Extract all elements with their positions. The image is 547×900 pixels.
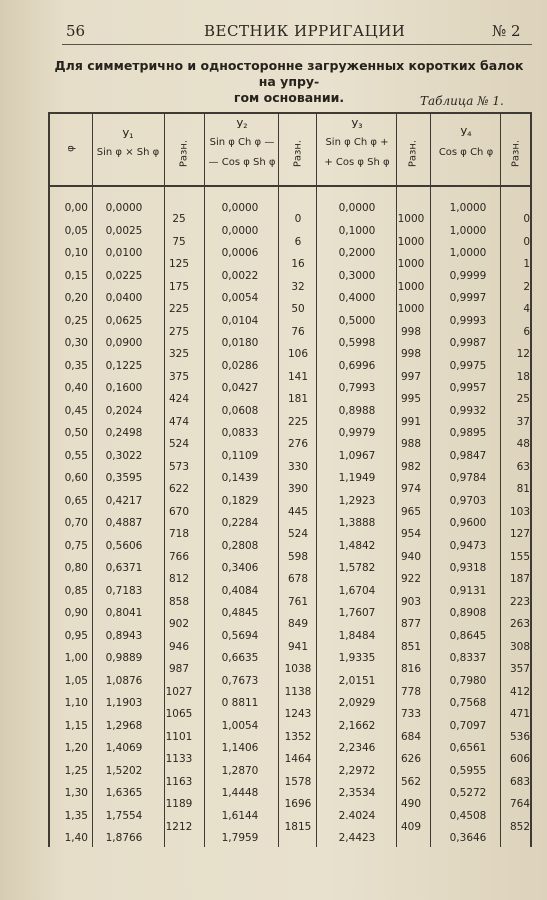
cell-y1: 1,4069 — [105, 742, 143, 754]
col-header-diff-3: Разн. — [407, 139, 419, 168]
cell-diff-d1: 946 — [168, 640, 190, 653]
cell-y4: 1,0000 — [449, 224, 487, 237]
cell-diff-d1: 573 — [168, 460, 190, 473]
cell-diff-d2: 524 — [287, 528, 309, 541]
cell-diff-d1: 375 — [168, 370, 190, 383]
cell-y1: 0,3022 — [105, 449, 143, 462]
cell-y2: 0,0054 — [221, 292, 259, 304]
cell-diff-d4: 606 — [509, 753, 530, 766]
col-header-y2-formula-2: — Cos φ Sh φ — [208, 157, 276, 168]
cell-diff-d1: 325 — [168, 348, 190, 361]
cell-phi: 0,85 — [64, 584, 88, 597]
cell-y1: 0,0025 — [105, 224, 143, 237]
cell-y2: 0,1829 — [221, 494, 259, 507]
cell-diff-d1: 858 — [168, 595, 190, 608]
cell-y3: 2,0151 — [338, 674, 376, 687]
cell-y1: 0,7183 — [105, 584, 143, 597]
cell-diff-d4: 412 — [509, 685, 530, 698]
cell-y2: 0,0006 — [221, 247, 259, 259]
cell-diff-d4: 4 — [523, 303, 530, 316]
cell-y1: 0,1225 — [105, 359, 143, 372]
cell-y2: 0,0180 — [221, 337, 259, 349]
cell-diff-d4: 0 — [523, 235, 530, 248]
cell-diff-d4: 223 — [509, 595, 530, 608]
cell-diff-d3: 409 — [400, 820, 422, 833]
cell-y4: 0,9997 — [449, 292, 487, 304]
cell-y4: 0,9473 — [449, 539, 487, 552]
cell-y2: 0,0022 — [221, 269, 259, 282]
cell-phi: 0,35 — [64, 359, 88, 372]
cell-y3: 1,7607 — [338, 607, 376, 619]
cell-diff-d4: 18 — [516, 370, 530, 383]
cell-diff-d3: 998 — [400, 325, 422, 338]
cell-phi: 1,15 — [64, 719, 88, 732]
cell-diff-d3: 626 — [400, 753, 422, 766]
table-right-border — [530, 112, 532, 847]
cell-diff-d2: 598 — [287, 550, 309, 563]
cell-diff-d3: 965 — [400, 505, 422, 518]
cell-diff-d3: 562 — [400, 775, 422, 788]
cell-y3: 1,9335 — [338, 652, 376, 664]
cell-y1: 0,2024 — [105, 404, 143, 417]
cell-diff-d2: 1243 — [284, 708, 312, 721]
cell-diff-d4: 63 — [516, 460, 530, 473]
cell-diff-d4: 48 — [516, 438, 530, 451]
cell-diff-d3: 1000 — [397, 235, 425, 248]
cell-y3: 0,5998 — [338, 337, 376, 349]
cell-y1: 0,0225 — [105, 269, 143, 282]
cell-diff-d4: 25 — [516, 393, 530, 406]
cell-y3: 2,2346 — [338, 742, 376, 754]
cell-y2: 0,4845 — [221, 607, 259, 619]
cell-diff-d1: 1101 — [165, 730, 193, 743]
cell-y2: 0,0286 — [221, 359, 259, 372]
cell-y3: 0,5000 — [338, 314, 376, 327]
cell-diff-d4: 764 — [509, 798, 530, 811]
cell-phi: 0,05 — [64, 224, 88, 237]
cell-diff-d3: 903 — [400, 595, 422, 608]
cell-y4: 0,9847 — [449, 449, 487, 462]
cell-y3: 2,1662 — [338, 719, 376, 732]
cell-diff-d1: 812 — [168, 573, 190, 586]
cell-y1: 0,0400 — [105, 292, 143, 304]
cell-phi: 0,00 — [64, 202, 88, 214]
cell-y3: 1,4842 — [338, 539, 376, 552]
cell-diff-d2: 941 — [287, 640, 309, 653]
cell-y1: 0,6371 — [105, 562, 143, 574]
cell-diff-d1: 1133 — [165, 753, 193, 766]
cell-phi: 1,30 — [64, 787, 88, 799]
cell-diff-d2: 445 — [287, 505, 309, 518]
cell-diff-d2: 106 — [287, 348, 309, 361]
cell-y1: 0,0000 — [105, 202, 143, 214]
cell-diff-d1: 1027 — [165, 685, 193, 698]
cell-diff-d1: 902 — [168, 618, 190, 631]
cell-y2: 1,2870 — [221, 764, 259, 777]
cell-phi: 1,10 — [64, 697, 88, 709]
cell-diff-d1: 718 — [168, 528, 190, 541]
cell-y1: 0,8041 — [105, 607, 143, 619]
cell-diff-d2: 225 — [287, 415, 309, 428]
cell-diff-d4: 103 — [509, 505, 530, 518]
col-header-y4-formula: Cos φ Ch φ — [438, 147, 494, 158]
cell-y4: 0,9987 — [449, 337, 487, 349]
cell-diff-d3: 816 — [400, 663, 422, 676]
cell-y1: 1,6365 — [105, 787, 143, 799]
cell-diff-d3: 851 — [400, 640, 422, 653]
col-rule — [316, 112, 317, 847]
cell-diff-d4: 187 — [509, 573, 530, 586]
cell-y1: 0,4887 — [105, 517, 143, 529]
cell-diff-d1: 524 — [168, 438, 190, 451]
cell-y4: 0,9957 — [449, 382, 487, 394]
cell-diff-d3: 684 — [400, 730, 422, 743]
cell-y2: 0,0000 — [221, 224, 259, 237]
caption-line-1: Для симметрично и односторонне загруженных коротких балок на упру- — [54, 58, 524, 89]
cell-phi: 0,15 — [64, 269, 88, 282]
cell-y2: 0,1439 — [221, 472, 259, 484]
cell-y1: 0,3595 — [105, 472, 143, 484]
cell-diff-d4: 536 — [509, 730, 530, 743]
cell-y4: 0,6561 — [449, 742, 487, 754]
cell-y3: 0,0000 — [338, 202, 376, 214]
col-rule — [92, 112, 93, 847]
cell-y4: 0,9975 — [449, 359, 487, 372]
cell-y3: 2,4423 — [338, 832, 376, 844]
cell-phi: 0,60 — [64, 472, 88, 484]
col-header-y2-formula-1: Sin φ Ch φ — — [209, 137, 275, 148]
col-header-y1: У₁ — [122, 128, 134, 141]
cell-diff-d2: 1038 — [284, 663, 312, 676]
table-header-border — [48, 185, 531, 187]
cell-diff-d3: 954 — [400, 528, 422, 541]
cell-diff-d3: 995 — [400, 393, 422, 406]
cell-phi: 0,75 — [64, 539, 88, 552]
cell-phi: 0,90 — [64, 607, 88, 619]
cell-y3: 0,8988 — [338, 404, 376, 417]
cell-y2: 0,0104 — [221, 314, 259, 327]
cell-phi: 1,05 — [64, 674, 88, 687]
cell-y3: 0,9979 — [338, 427, 376, 439]
cell-diff-d1: 175 — [168, 280, 190, 293]
table-label: Таблица № 1. — [420, 94, 504, 108]
cell-y2: 0,1109 — [221, 449, 259, 462]
cell-diff-d4: 1 — [523, 258, 530, 271]
cell-diff-d2: 1352 — [284, 730, 312, 743]
cell-phi: 0,45 — [64, 404, 88, 417]
cell-y1: 0,5606 — [105, 539, 143, 552]
col-header-diff-4: Разн. — [510, 139, 522, 168]
cell-y1: 0,0625 — [105, 314, 143, 327]
cell-y3: 2,3534 — [338, 787, 376, 799]
col-header-y3-formula-1: Sin φ Ch φ + — [325, 137, 389, 148]
cell-y3: 1,1949 — [338, 472, 376, 484]
cell-diff-d2: 761 — [287, 595, 309, 608]
col-rule — [430, 112, 431, 847]
cell-y3: 2,2972 — [338, 764, 376, 777]
cell-y3: 0,7993 — [338, 382, 376, 394]
cell-y2: 0,5694 — [221, 629, 259, 642]
cell-diff-d2: 390 — [287, 483, 309, 496]
cell-y1: 1,7554 — [105, 809, 143, 822]
issue-number: № 2 — [492, 22, 521, 40]
cell-diff-d1: 622 — [168, 483, 190, 496]
cell-phi: 1,00 — [64, 652, 88, 664]
cell-diff-d1: 1065 — [165, 708, 193, 721]
cell-diff-d3: 1000 — [397, 258, 425, 271]
cell-diff-d4: 357 — [509, 663, 530, 676]
cell-y3: 1,3888 — [338, 517, 376, 529]
cell-diff-d4: 6 — [523, 325, 530, 338]
cell-y4: 0,9993 — [449, 314, 487, 327]
cell-diff-d2: 330 — [287, 460, 309, 473]
cell-diff-d2: 1815 — [284, 820, 312, 833]
cell-y1: 0,9889 — [105, 652, 143, 664]
cell-diff-d2: 849 — [287, 618, 309, 631]
cell-y4: 0,7097 — [449, 719, 487, 732]
col-header-diff-1: Разн. — [178, 139, 190, 168]
cell-diff-d1: 424 — [168, 393, 190, 406]
journal-title: ВЕСТНИК ИРРИГАЦИИ — [204, 22, 406, 40]
col-header-phi: φ — [65, 145, 77, 152]
table-top-border — [48, 112, 531, 114]
cell-diff-d4: 81 — [516, 483, 530, 496]
cell-diff-d2: 181 — [287, 393, 309, 406]
cell-y2: 0,0427 — [221, 382, 259, 394]
cell-phi: 1,40 — [64, 832, 88, 844]
cell-diff-d3: 922 — [400, 573, 422, 586]
cell-y2: 1,4448 — [221, 787, 259, 799]
cell-y4: 0,8645 — [449, 629, 487, 642]
cell-diff-d3: 982 — [400, 460, 422, 473]
cell-y4: 0,9131 — [449, 584, 487, 597]
cell-y2: 0 8811 — [221, 697, 259, 709]
cell-diff-d2: 1464 — [284, 753, 312, 766]
cell-phi: 1,20 — [64, 742, 88, 754]
cell-y4: 0,9932 — [449, 404, 487, 417]
cell-diff-d3: 974 — [400, 483, 422, 496]
cell-phi: 0,25 — [64, 314, 88, 327]
cell-y3: 0,4000 — [338, 292, 376, 304]
cell-diff-d2: 1696 — [284, 798, 312, 811]
cell-phi: 0,95 — [64, 629, 88, 642]
cell-y1: 0,8943 — [105, 629, 143, 642]
cell-y2: 0,7673 — [221, 674, 259, 687]
cell-diff-d3: 997 — [400, 370, 422, 383]
cell-diff-d1: 75 — [172, 235, 186, 248]
cell-phi: 0,40 — [64, 382, 88, 394]
cell-diff-d4: 127 — [509, 528, 530, 541]
cell-phi: 0,80 — [64, 562, 88, 574]
cell-y3: 1,5782 — [338, 562, 376, 574]
cell-y2: 0,2284 — [221, 517, 259, 529]
cell-y3: 1,6704 — [338, 584, 376, 597]
cell-diff-d1: 225 — [168, 303, 190, 316]
cell-y4: 0,8908 — [449, 607, 487, 619]
cell-y4: 0,9600 — [449, 517, 487, 529]
cell-diff-d4: 155 — [509, 550, 530, 563]
cell-y3: 2,0929 — [338, 697, 376, 709]
cell-phi: 0,65 — [64, 494, 88, 507]
cell-diff-d1: 1163 — [165, 775, 193, 788]
cell-diff-d1: 125 — [168, 258, 190, 271]
cell-diff-d1: 275 — [168, 325, 190, 338]
cell-y2: 0,0608 — [221, 404, 259, 417]
cell-y3: 1,2923 — [338, 494, 376, 507]
col-header-y3-formula-2: + Cos φ Sh φ — [324, 157, 390, 168]
cell-diff-d1: 987 — [168, 663, 190, 676]
cell-y2: 1,0054 — [221, 719, 259, 732]
cell-y4: 0,7980 — [449, 674, 487, 687]
cell-diff-d1: 1212 — [165, 820, 193, 833]
cell-diff-d1: 766 — [168, 550, 190, 563]
cell-y2: 0,3406 — [221, 562, 259, 574]
cell-diff-d2: 76 — [291, 325, 305, 338]
cell-diff-d3: 778 — [400, 685, 422, 698]
col-header-y1-formula: Sin φ × Sh φ — [96, 147, 160, 158]
cell-diff-d4: 12 — [516, 348, 530, 361]
cell-diff-d4: 2 — [523, 280, 530, 293]
cell-diff-d2: 0 — [294, 213, 302, 226]
cell-y4: 0,9895 — [449, 427, 487, 439]
cell-diff-d2: 141 — [287, 370, 309, 383]
cell-phi: 0,50 — [64, 427, 88, 439]
cell-y3: 0,3000 — [338, 269, 376, 282]
cell-y2: 0,6635 — [221, 652, 259, 664]
cell-y2: 0,4084 — [221, 584, 259, 597]
cell-y1: 0,2498 — [105, 427, 143, 439]
cell-diff-d3: 1000 — [397, 213, 425, 226]
cell-diff-d4: 471 — [509, 708, 530, 721]
cell-diff-d3: 998 — [400, 348, 422, 361]
cell-y3: 2.4024 — [338, 809, 376, 822]
cell-y4: 0,5272 — [449, 787, 487, 799]
cell-diff-d2: 276 — [287, 438, 309, 451]
cell-diff-d1: 1189 — [165, 798, 193, 811]
cell-diff-d1: 474 — [168, 415, 190, 428]
col-rule — [278, 112, 279, 847]
cell-y1: 0,0900 — [105, 337, 143, 349]
cell-diff-d2: 678 — [287, 573, 309, 586]
cell-y2: 0,0000 — [221, 202, 259, 214]
cell-y2: 1,6144 — [221, 809, 259, 822]
cell-y4: 0,3646 — [449, 832, 487, 844]
cell-phi: 0,70 — [64, 517, 88, 529]
cell-y4: 0,8337 — [449, 652, 487, 664]
cell-diff-d3: 733 — [400, 708, 422, 721]
cell-y1: 1,1903 — [105, 697, 143, 709]
cell-diff-d2: 32 — [291, 280, 305, 293]
cell-y3: 0,1000 — [338, 224, 376, 237]
cell-y1: 1,2968 — [105, 719, 143, 732]
col-header-diff-2: Разн. — [292, 139, 304, 168]
cell-diff-d3: 1000 — [397, 303, 425, 316]
cell-diff-d3: 940 — [400, 550, 422, 563]
cell-phi: 0,55 — [64, 449, 88, 462]
col-rule — [204, 112, 205, 847]
cell-diff-d1: 25 — [172, 213, 186, 226]
cell-diff-d4: 263 — [509, 618, 530, 631]
cell-phi: 0,20 — [64, 292, 88, 304]
cell-diff-d4: 308 — [509, 640, 530, 653]
caption-line-2: гом основании. — [233, 90, 345, 105]
cell-diff-d2: 50 — [291, 303, 305, 316]
cell-diff-d2: 6 — [294, 235, 302, 248]
cell-diff-d3: 877 — [400, 618, 422, 631]
cell-y4: 0,5955 — [449, 764, 487, 777]
cell-phi: 1,25 — [64, 764, 88, 777]
col-header-y4: У₄ — [460, 126, 472, 139]
cell-y3: 0,6996 — [338, 359, 376, 372]
cell-y2: 0,0833 — [221, 427, 259, 439]
cell-diff-d4: 37 — [516, 415, 530, 428]
cell-diff-d4: 683 — [509, 775, 530, 788]
page-number: 56 — [66, 22, 86, 40]
cell-y3: 0,2000 — [338, 247, 376, 259]
cell-y4: 0,9999 — [449, 269, 487, 282]
cell-diff-d2: 16 — [291, 258, 305, 271]
col-header-y2: У₂ — [236, 118, 248, 131]
cell-diff-d4: 0 — [523, 213, 530, 226]
cell-diff-d1: 670 — [168, 505, 190, 518]
cell-diff-d2: 1578 — [284, 775, 312, 788]
cell-y2: 1,1406 — [221, 742, 259, 754]
cell-diff-d4: 852 — [509, 820, 530, 833]
col-header-y3: У₃ — [351, 118, 363, 131]
cell-phi: 0,30 — [64, 337, 88, 349]
cell-y1: 0,0100 — [105, 247, 143, 259]
cell-y2: 0,2808 — [221, 539, 259, 552]
cell-diff-d3: 991 — [400, 415, 422, 428]
cell-y4: 0,9318 — [449, 562, 487, 574]
cell-diff-d3: 1000 — [397, 280, 425, 293]
cell-y4: 1,0000 — [449, 247, 487, 259]
cell-y1: 1,5202 — [105, 764, 143, 777]
cell-y4: 1,0000 — [449, 202, 487, 214]
cell-y4: 0,9703 — [449, 494, 487, 507]
cell-y4: 0,4508 — [449, 809, 487, 822]
cell-diff-d3: 988 — [400, 438, 422, 451]
cell-y4: 0,7568 — [449, 697, 487, 709]
cell-diff-d2: 1138 — [284, 685, 312, 698]
cell-phi: 1,35 — [64, 809, 88, 822]
cell-y4: 0,9784 — [449, 472, 487, 484]
cell-y1: 1,0876 — [105, 674, 143, 687]
cell-y3: 1,0967 — [338, 449, 376, 462]
cell-diff-d3: 490 — [400, 798, 422, 811]
cell-y3: 1,8484 — [338, 629, 376, 642]
cell-y2: 1,7959 — [221, 832, 259, 844]
cell-y1: 1,8766 — [105, 832, 143, 844]
cell-y1: 0,4217 — [105, 494, 143, 507]
cell-phi: 0,10 — [64, 247, 88, 259]
cell-y1: 0,1600 — [105, 382, 143, 394]
